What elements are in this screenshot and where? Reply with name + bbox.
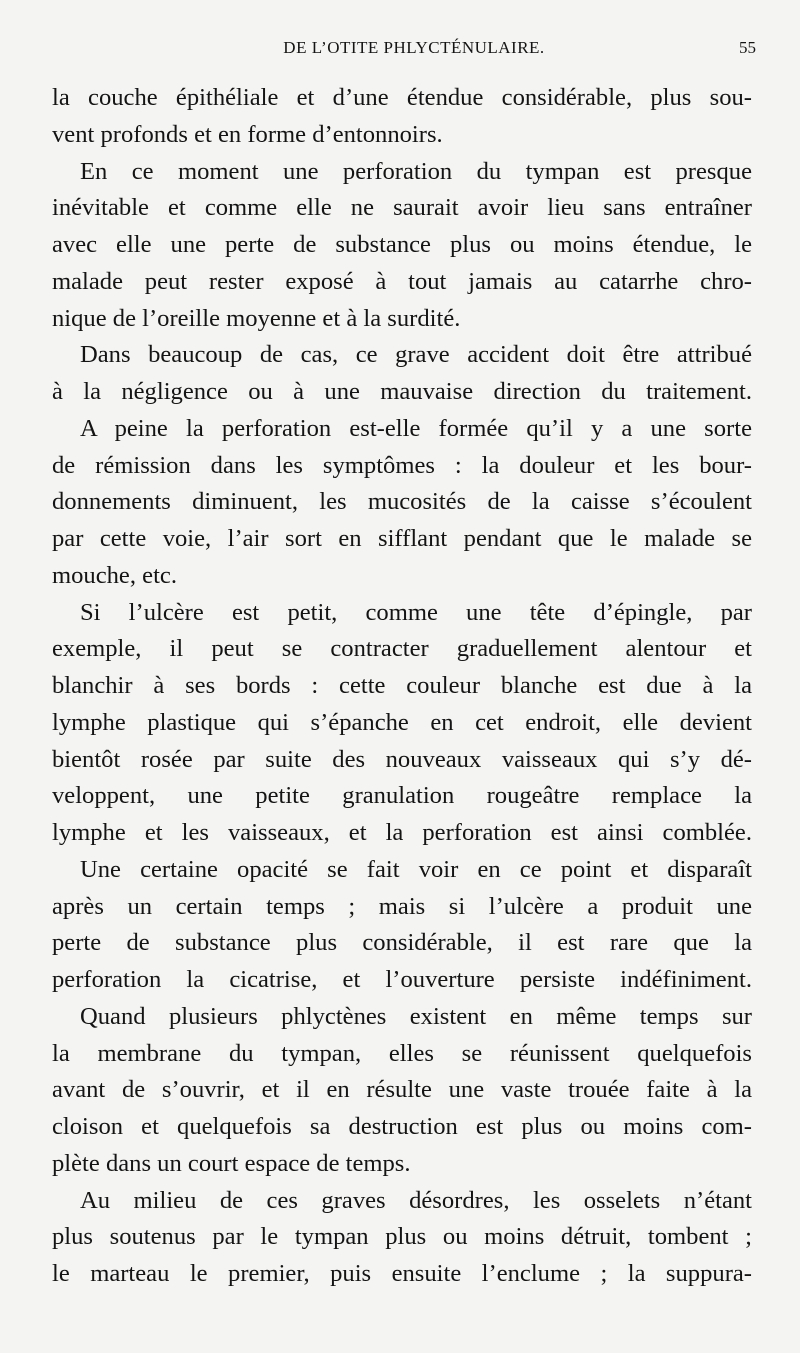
text-line: Au milieu de ces graves désordres, les osselets n’étant: [80, 1186, 752, 1214]
text-line: de rémission dans les symptômes : la douleur et les bour-: [52, 451, 752, 479]
text-line: vent profonds et en forme d’entonnoirs.: [52, 120, 443, 148]
body-text: [52, 80, 752, 1293]
text-line: plus soutenus par le tympan plus ou moins détruit, tombent ;: [52, 1223, 752, 1251]
text-line: Dans beaucoup de cas, ce grave accident doit être attribué: [80, 341, 752, 369]
text-line: à la négligence ou à une mauvaise direction du traitement.: [52, 378, 752, 405]
text-line: après un certain temps ; mais si l’ulcère a produit une: [52, 892, 752, 920]
text-line: bientôt rosée par suite des nouveaux vaisseaux qui s’y dé-: [52, 745, 752, 773]
text-line: inévitable et comme elle ne saurait avoir lieu sans entraîner: [52, 194, 752, 222]
text-line: veloppent, une petite granulation rougeâtre remplace la: [52, 782, 752, 810]
text-line: malade peut rester exposé à tout jamais au catarrhe chro-: [52, 267, 752, 295]
text-line: par cette voie, l’air sort en sifflant pendant que le malade se: [52, 525, 752, 552]
text-line: Quand plusieurs phlyctènes existent en même temps sur: [80, 1002, 752, 1030]
text-line: lymphe et les vaisseaux, et la perforation est ainsi comblée.: [52, 819, 752, 846]
text-line: lymphe plastique qui s’épanche en cet endroit, elle devient: [52, 708, 752, 736]
text-line: Si l’ulcère est petit, comme une tête d’épingle, par: [80, 598, 752, 626]
text-line: avec elle une perte de substance plus ou moins étendue, le: [52, 231, 752, 258]
text-line: cloison et quelquefois sa destruction est plus ou moins com-: [52, 1113, 752, 1140]
text-line: En ce moment une perforation du tympan est presque: [80, 157, 752, 185]
text-line: avant de s’ouvrir, et il en résulte une vaste trouée faite à la: [52, 1076, 752, 1104]
text-line: blanchir à ses bords : cette couleur blanche est due à la: [52, 672, 752, 699]
text-line: le marteau le premier, puis ensuite l’enclume ; la suppura-: [52, 1260, 752, 1287]
text-line: Une certaine opacité se fait voir en ce point et disparaît: [80, 855, 752, 883]
text-line: plète dans un court espace de temps.: [52, 1149, 411, 1177]
text-line: perforation la cicatrise, et l’ouverture persiste indéfiniment.: [52, 966, 752, 993]
page-number: 55: [739, 38, 756, 57]
text-line: la couche épithéliale et d’une étendue considérable, plus sou-: [52, 84, 752, 111]
text-line: mouche, etc.: [52, 561, 177, 589]
text-line: perte de substance plus considérable, il est rare que la: [52, 929, 752, 957]
text-line: la membrane du tympan, elles se réunissent quelquefois: [52, 1039, 752, 1067]
running-title: DE L’OTITE PHLYCTÉNULAIRE.: [283, 38, 545, 57]
running-head: [52, 38, 756, 68]
text-line: A peine la perforation est-elle formée qu’il y a une sorte: [80, 414, 752, 442]
text-line: exemple, il peut se contracter graduellement alentour et: [52, 635, 752, 663]
text-line: donnements diminuent, les mucosités de la caisse s’écoulent: [52, 488, 752, 516]
text-line: nique de l’oreille moyenne et à la surdité.: [52, 304, 461, 332]
